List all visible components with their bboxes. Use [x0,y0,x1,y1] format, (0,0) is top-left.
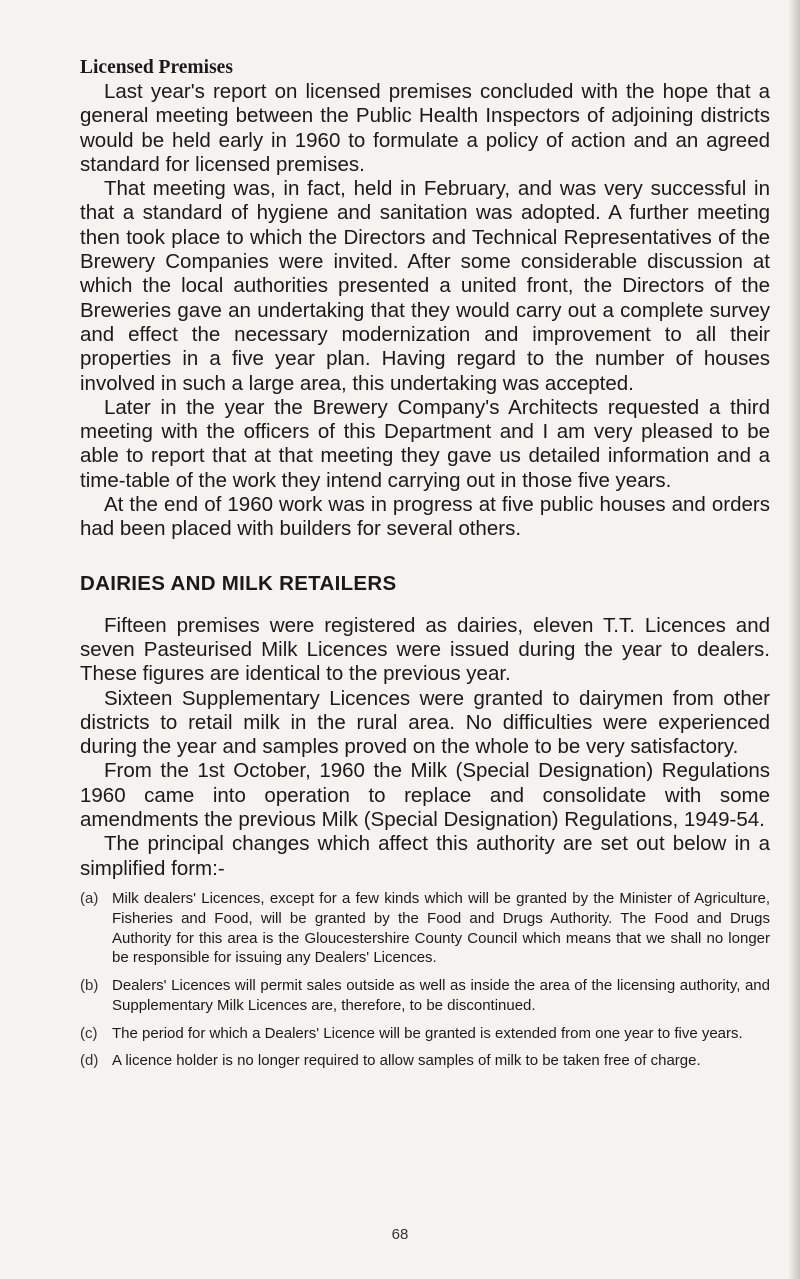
list-item-text: The period for which a Dealers' Licence will be granted is extended from one year to five years. [112,1024,743,1042]
list-marker: (a) [80,889,99,907]
paragraph: From the 1st October, 1960 the Milk (Special Designation) Regulations 1960 came into operation to replace and consolidate with some amendments the previous Milk (Special Designation) Regulations, 1949-54. [80,759,770,832]
paragraph: Sixteen Supplementary Licences were granted to dairymen from other districts to retail milk in the rural area. No difficulties were experienced during the year and samples proved on the whole to be very satisfactory. [80,686,770,759]
page-number: 68 [391,1226,409,1243]
paragraph: Fifteen premises were registered as dairies, eleven T.T. Licences and seven Pasteurised Milk Licences were issued during the year to dealers. These figures are identical to the previous year. [80,613,770,686]
list-item [80,889,770,968]
changes-list [80,889,770,1071]
list-item [80,1024,770,1044]
paragraph: Later in the year the Brewery Company's Architects requested a third meeting with the officers of this Department and I am very pleased to be able to report that at that meeting they gave us detailed information and a time-table of the work they intend carrying out in those five years. [80,395,770,492]
page-edge-shadow [788,0,800,1279]
list-marker: (b) [80,977,99,995]
paragraph: Last year's report on licensed premises concluded with the hope that a general meeting between the Public Health Inspectors of adjoining districts would be held early in 1960 to formulate a policy of action and an agreed standard for licensed premises. [80,80,770,176]
list-item-text: A licence holder is no longer required to allow samples of milk to be taken free of charge. [112,1052,701,1070]
paragraph: At the end of 1960 work was in progress at five public houses and orders had been placed with builders for several others. [80,493,770,541]
document-page [80,56,770,1079]
list-item [80,976,770,1016]
paragraph: The principal changes which affect this authority are set out below in a simplified form:- [80,832,770,880]
list-marker: (d) [80,1052,99,1070]
section-gap [80,542,770,572]
heading-gap [80,596,770,614]
list-item-text: Milk dealers' Licences, except for a few kinds which will be granted by the Minister of Agriculture, Fisheries and Food, will be granted by the Food and Drugs Authority. The Food and Drugs Authority for this area is the Gloucestershire County Council which means that we shall no longer be responsible for issuing any Dealers' Licences. [112,889,770,967]
list-item [80,1051,770,1071]
list-marker: (c) [80,1024,98,1042]
paragraph: That meeting was, in fact, held in February, and was very successful in that a standard of hygiene and sanitation was adopted. A further meeting then took place to which the Directors and Technical Representatives of the Brewery Companies were invited. After some considerable discussion at which the local authorities presented a united front, the Directors of the Breweries gave an undertaking that they would carry out a complete survey and effect the necessary modernization and improvement to all their properties in a five year plan. Having regard to the number of houses involved in such a large area, this undertaking was accepted. [80,177,770,395]
section-heading-licensed-premises: Licensed Premises [80,57,233,78]
section-heading-dairies: DAIRIES AND MILK RETAILERS [80,571,397,595]
list-item-text: Dealers' Licences will permit sales outside as well as inside the area of the licensing authority, and Supplementary Milk Licences are, therefore, to be discontinued. [112,977,770,1014]
